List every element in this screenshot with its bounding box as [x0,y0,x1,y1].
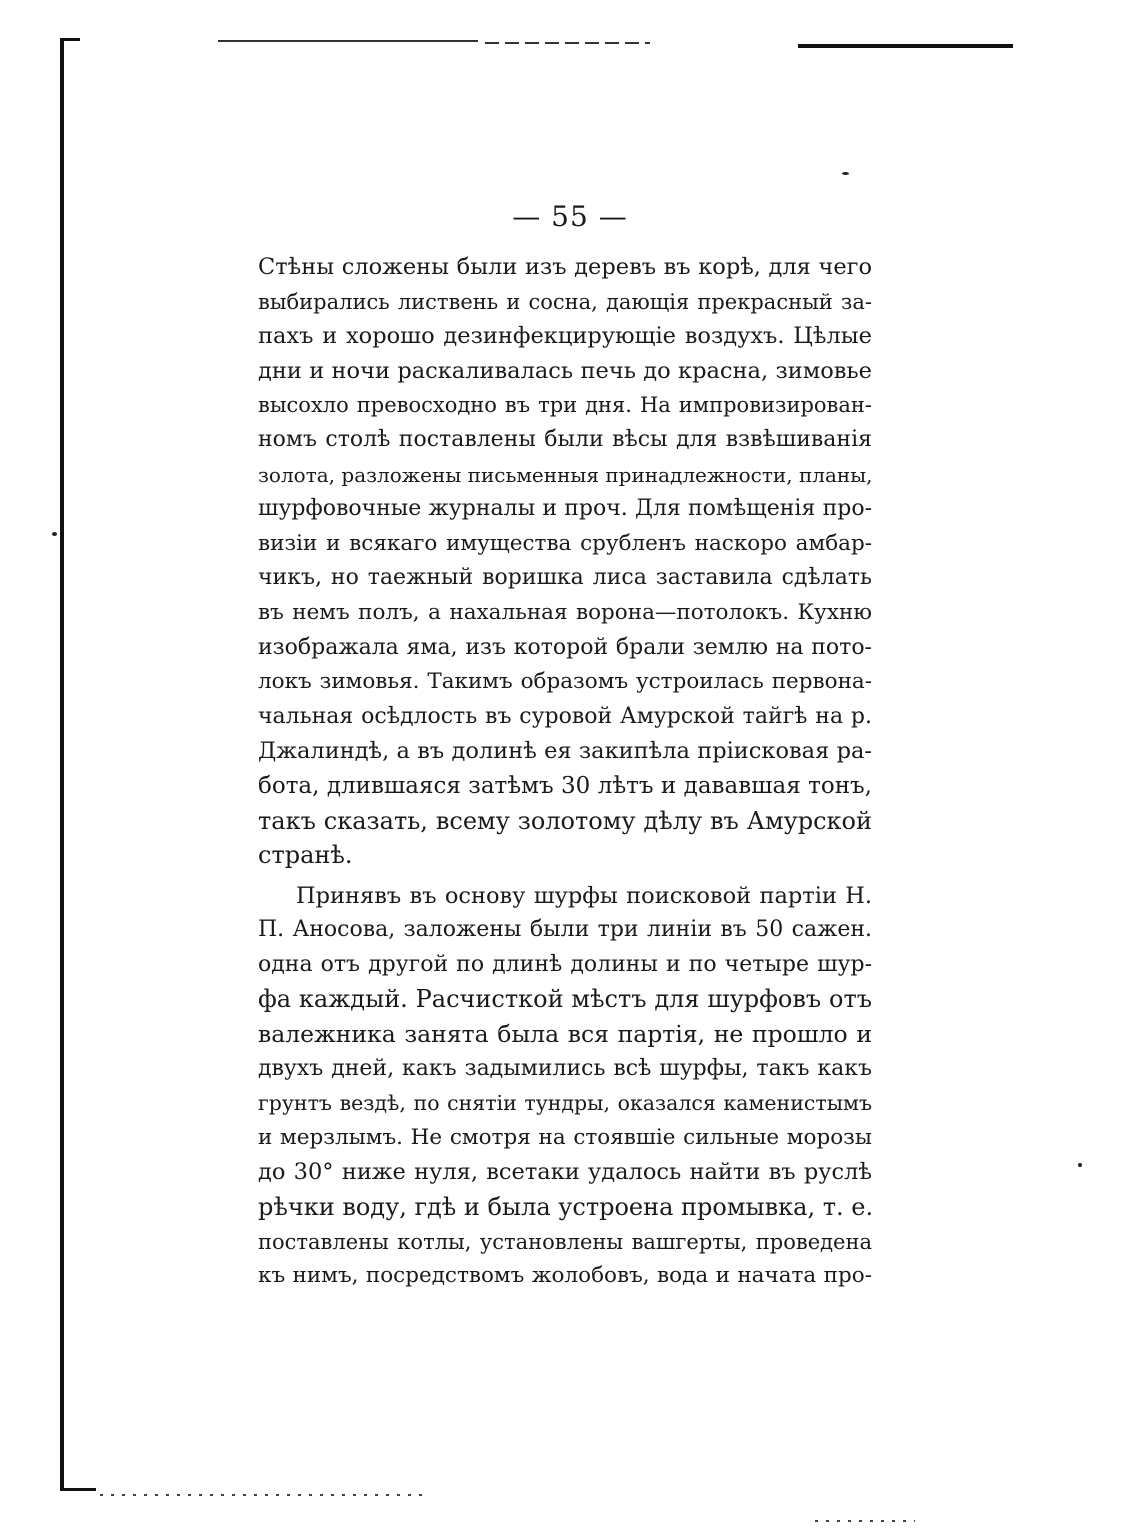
text-line: странѣ. [258,841,353,870]
bottom-scan-noise [100,1494,430,1496]
text-line: выбирались листвень и сосна, дающія прекрасный за- [258,289,872,314]
page-number: — 55 — [512,200,628,233]
text-line: локъ зимовья. Такимъ образомъ устроилась первона- [258,669,872,695]
text-line: такъ сказать, всему золотому дѣлу въ Амурской [258,806,872,835]
text-line: и мерзлымъ. Не смотря на стоявшіе сильные морозы [258,1124,872,1150]
text-line: шурфовочные журналы и проч. Для помѣщенія про- [258,496,872,522]
text-line: въ немъ полъ, а нахальная ворона—потолокъ. Кухню [258,599,872,625]
text-line: изображала яма, изъ которой брали землю на пото- [258,634,872,660]
text-line: Стѣны сложены были изъ деревъ въ корѣ, для чего [258,254,872,280]
left-margin-rule [60,38,64,1490]
scan-speck [52,532,57,536]
top-rule-left [218,40,478,42]
text-line: высохло превосходно въ три дня. На импровизирован- [258,393,872,418]
text-line: валежника занята была вся партія, не прошло и [258,1020,872,1049]
text-line: пахъ и хорошо дезинфекцирующіе воздухъ. Цѣлые [258,323,872,350]
body-text [258,250,872,1294]
scan-speck [1078,1163,1082,1167]
top-corner-mark [60,38,80,41]
text-line: номъ столѣ поставлены были вѣсы для взвѣшиванія [258,426,872,452]
text-line: поставлены котлы, установлены вашгерты, проведена [258,1229,872,1254]
text-line: чальная осѣдлость въ суровой Амурской тайгѣ на р. [258,703,872,729]
text-line: одна отъ другой по длинѣ долины и по четыре шур- [258,951,872,977]
top-rule-dashed [485,42,650,44]
paragraph [258,879,872,1294]
text-line: къ нимъ, посредствомъ жолобовъ, вода и начата про- [258,1263,872,1289]
bottom-corner-mark [60,1488,96,1491]
paragraph [258,250,872,873]
text-line: Джалиндѣ, а въ долинѣ ея закипѣла пріисковая ра- [258,738,872,765]
text-line: визіи и всякаго имущества срубленъ наскоро амбар- [258,530,872,556]
text-line: П. Аносова, заложены были три линіи въ 50 сажен. [258,917,872,943]
text-line: Принявъ въ основу шурфы поисковой партіи Н. [296,882,872,909]
bottom-scan-noise [815,1520,915,1522]
text-line: двухъ дней, какъ задымились всѣ шурфы, такъ какъ [258,1055,872,1081]
text-line: дни и ночи раскаливалась печь до красна, зимовье [258,357,872,384]
text-line: бота, длившаяся затѣмъ 30 лѣтъ и дававшая тонъ, [258,772,872,799]
text-line: фа каждый. Расчисткой мѣстъ для шурфовъ отъ [258,985,872,1014]
top-rule-right [798,44,1013,48]
text-line: грунтъ вездѣ, по снятіи тундры, оказался каменистымъ [258,1091,872,1116]
text-line: рѣчки воду, гдѣ и была устроена промывка, т. е. [258,1193,874,1222]
scan-speck [842,172,849,175]
text-line: золота, разложены письменныя принадлежности, планы, [258,462,873,487]
text-line: чикъ, но таежный воришка лиса заставила сдѣлать [258,565,872,591]
text-line: до 30° ниже нуля, всетаки удалось найти въ руслѣ [258,1159,872,1186]
